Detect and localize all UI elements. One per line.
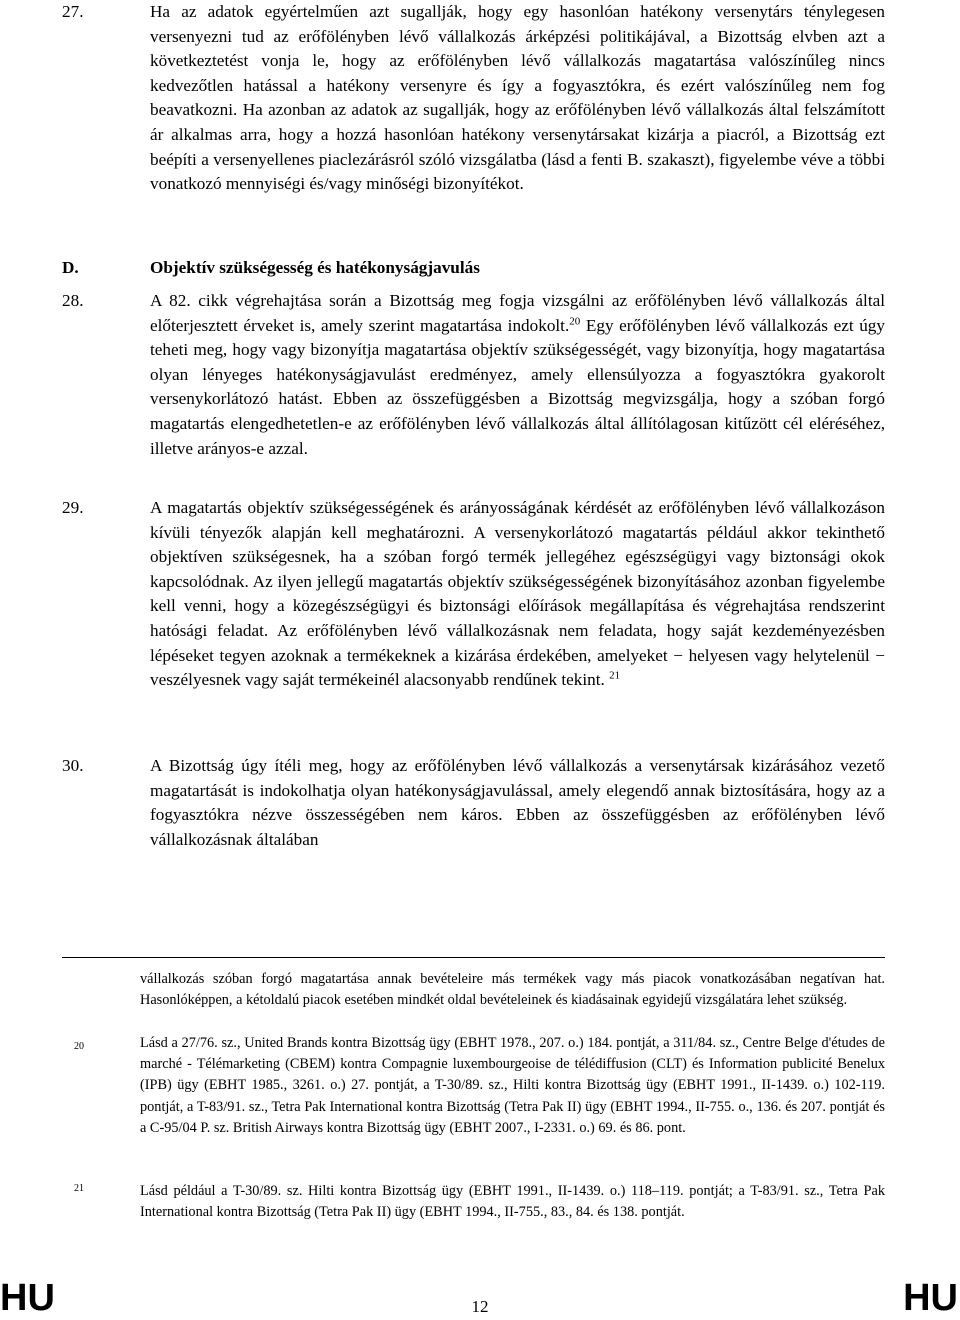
section-letter: D.: [62, 258, 79, 277]
footnote-reference: 20: [569, 314, 581, 327]
footnote-20: [62, 1033, 885, 1139]
paragraph-number: 27.: [62, 2, 84, 21]
footnote-number: 21: [74, 1183, 84, 1194]
paragraph-30: [62, 754, 885, 852]
paragraph-text: A Bizottság úgy ítéli meg, hogy az erőfölényben lévő vállalkozás a versenytársak kizárásához vezető magatartását is indokolhatja olyan hatékonyságjavulással, amely elegendő annak biztosítására, hogy az a fogyasztókra nézve összességében nem káros. Ebben az összefüggésben az erőfölényben lévő vállalkozásnak általában: [150, 756, 885, 849]
paragraph-number: 30.: [62, 756, 84, 775]
paragraph-28: [62, 289, 885, 461]
paragraph-text-part: A magatartás objektív szükségességének és arányosságának kérdését az erőfölényben lévő vállalkozáson kívüli tényezők alapján kell meghatározni. A versenykorlátozó magatartás például akkor tekinthető objektíven szükségesnek, ha a szóban forgó termék jellegéhez egészségügyi vagy biztonsági okok kapcsolódnak. Az ilyen jellegű magatartás objektív szükségességének bizonyításához azonban figyelembe kell venni, hogy a közegészségügyi és biztonsági előírások megállapítása és végrehajtása rendszerint hatósági feladat. Az erőfölényben lévő vállalkozásnak nem feladata, hogy saját kezdeményezésben lépéseket tegyen azoknak a termékeknek a kizárása érdekében, amelyeket − helyesen vagy helytelenül − veszélyesnek vagy saját termékeinél alacsonyabb rendűnek tekint.: [150, 498, 885, 690]
footnote-continuation: [62, 969, 885, 1011]
paragraph-27: [62, 0, 885, 197]
paragraph-text: Ha az adatok egyértelműen azt sugallják, hogy egy hasonlóan hatékony versenytárs ténylegesen versenyezni tud az erőfölényben lévő vállalkozás árképzési politikájával, a Bizottság elvben azt a következtetést vonja le, hogy az erőfölényben lévő vállalkozás magatartása valószínűleg nincs kedvezőtlen hatással a hatékony versenyre és így a fogyasztókra, és ezért valószínűleg nem fog beavatkozni. Ha azonban az adatok az sugallják, hogy az erőfölényben lévő vállalkozás által felszámított ár alkalmas arra, hogy a hozzá hasonlóan hatékony versenytársakat kizárja a piacról, a Bizottság ezt beépíti a versenyellenes piaclezárásról szóló vizsgálatba (lásd a fenti B. szakaszt), figyelembe véve a többi vonatkozó mennyiségi és/vagy minőségi bizonyítékot.: [150, 2, 885, 194]
paragraph-number: 28.: [62, 291, 84, 310]
footnote-text: Lásd például a T-30/89. sz. Hilti kontra Bizottság ügy (EBHT 1991., II-1439. o.) 118–119. pontját; a T-83/91. sz., Tetra Pak International kontra Bizottság (Tetra Pak II) ügy (EBHT 1994., II-755., 83., 84. és 138. pontját.: [140, 1183, 885, 1221]
paragraph-text-part: A 82. cikk végrehajtása során a Bizottság meg fogja vizsgálni az erőfölényben lévő vállalkozás által előterjesztett érveket is, amely szerint magatartása indokolt.: [150, 291, 885, 335]
paragraph-text-part: Egy erőfölényben lévő vállalkozás ezt úgy teheti meg, hogy vagy bizonyítja magatartása objektív szükségességét, vagy bizonyítja, hogy magatartása olyan lényeges hatékonyságjavulást eredményez, amely ellensúlyozza a fogyasztókra gyakorolt versenykorlátozó hatást. Ebben az összefüggésben a Bizottság megvizsgálja, hogy a szóban forgó magatartás elengedhetetlen-e az erőfölényben lévő vállalkozás által állítólagosan kitűzött cél eléréséhez, illetve arányos-e azzal.: [150, 315, 885, 458]
footer-language-left: HU: [0, 1277, 55, 1319]
footnote-text: vállalkozás szóban forgó magatartása annak bevételeire más termékek vagy más piacok vonatkozásában negatívan hat. Hasonlóképpen, a kétoldalú piacok esetében mindkét oldal bevételeinek és kiadásainak egyidejű vizsgálatára lehet szükség.: [140, 971, 885, 1009]
paragraph-text: [150, 496, 885, 693]
page-number: 12: [471, 1297, 489, 1316]
footer-language-right: HU: [903, 1277, 958, 1319]
paragraph-number: 29.: [62, 498, 84, 517]
footnote-text: Lásd a 27/76. sz., United Brands kontra Bizottság ügy (EBHT 1978., 207. o.) 184. pontját, a 311/84. sz., Centre Belge d'études de marché - Télémarketing (CBEM) kontra Compagnie luxembourgeoise de télédiffusion (CLT) és Information publicité Benelux (IPB) ügy (EBHT 1985., 3261. o.) 27. pontját, a T-30/89. sz., Hilti kontra Bizottság ügy (EBHT 1991., II-1439. o.) 102-119. pontját, a T-83/91. sz., Tetra Pak International kontra Bizottság (Tetra Pak II) ügy (EBHT 1994., II-755. o., 136. és 207. pontját és a C-95/04 P. sz. British Airways kontra Bizottság ügy (EBHT 2007., I-2331. o.) 69. és 86. pont.: [140, 1035, 885, 1136]
section-heading: [62, 256, 885, 281]
footnote-reference: 21: [609, 669, 621, 682]
paragraph-29: [62, 496, 885, 693]
footnote-number: 20: [74, 1041, 84, 1052]
footnote-21: [62, 1181, 885, 1223]
footnote-separator: [62, 957, 885, 958]
section-title: Objektív szükségesség és hatékonyságjavulás: [150, 258, 480, 277]
paragraph-text: [150, 289, 885, 461]
